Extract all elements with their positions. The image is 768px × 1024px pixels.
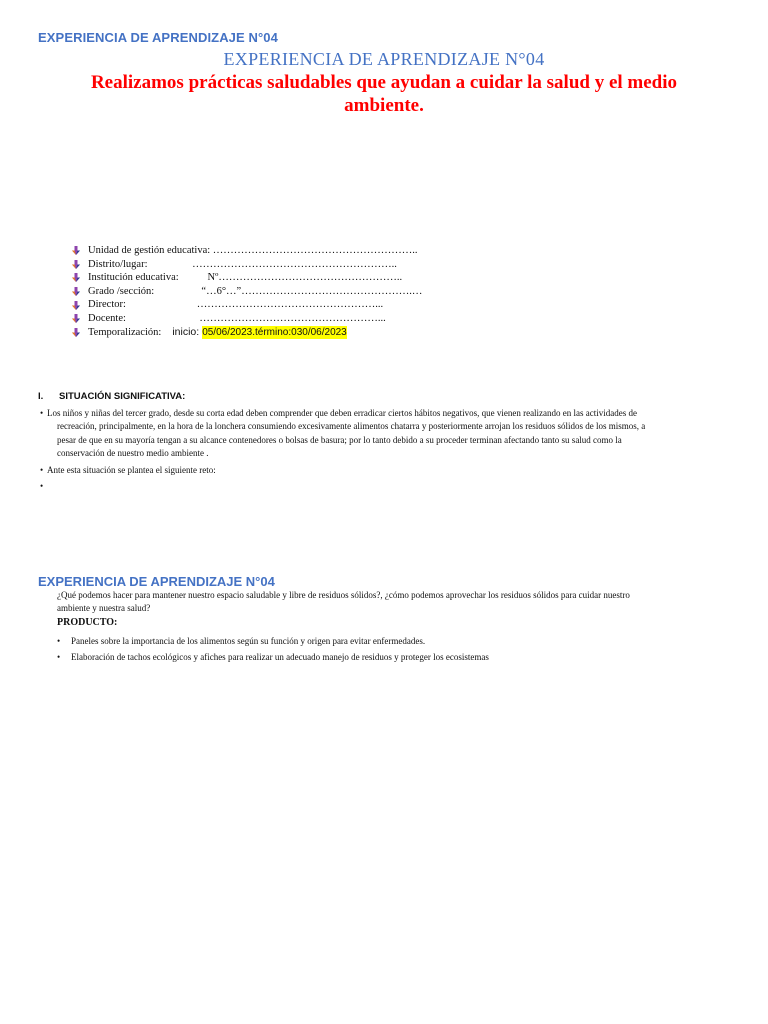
bullet-icon: • bbox=[57, 652, 61, 662]
info-text: Unidad de gestión educativa: ………………………………………………….. bbox=[88, 245, 418, 256]
arrow-bullet-icon bbox=[72, 287, 80, 296]
producto-label: PRODUCTO: bbox=[57, 617, 118, 628]
info-text: Docente: ……………………………………………... bbox=[88, 312, 386, 324]
info-text: Director: ……………………………………………... bbox=[88, 299, 384, 311]
producto-list bbox=[57, 633, 489, 665]
info-item bbox=[72, 258, 422, 272]
info-item bbox=[72, 312, 422, 326]
reto-line bbox=[40, 464, 720, 477]
section-heading bbox=[38, 391, 185, 402]
section-number: I. bbox=[38, 391, 44, 402]
question-line: ambiente y nuestra salud? bbox=[57, 603, 151, 613]
question-line: ¿Qué podemos hacer para mantener nuestro espacio saludable y libre de residuos sólidos?, ¿cómo podemos aprovechar los residuos sólidos para cuidar nuestro bbox=[57, 590, 630, 600]
paragraph-line: conservación de nuestro medio ambiente . bbox=[57, 447, 209, 458]
paragraph-line: pesar de que en su mayoría tengan a su alcance contenedores o bolsas de basura; por lo tanto debido a su proceder terminan afectando tanto su salud como la bbox=[57, 434, 622, 445]
inicio-label: inicio: bbox=[172, 325, 200, 338]
list-item bbox=[57, 633, 489, 649]
arrow-bullet-icon bbox=[72, 246, 80, 255]
situacion-paragraph bbox=[40, 407, 720, 460]
section-header-repeat: EXPERIENCIA DE APRENDIZAJE N°04 bbox=[38, 574, 275, 589]
info-item bbox=[72, 298, 422, 312]
reto-text: Ante esta situación se plantea el siguiente reto: bbox=[47, 465, 216, 475]
arrow-bullet-icon bbox=[72, 260, 80, 269]
arrow-bullet-icon bbox=[72, 328, 80, 337]
arrow-bullet-icon bbox=[72, 301, 80, 310]
subtitle-line-2: ambiente. bbox=[344, 95, 424, 116]
bullet-icon: • bbox=[57, 636, 61, 646]
paragraph-line: Los niños y niñas del tercer grado, desde su corta edad deben comprender que deben erradicar ciertos hábitos negativos, que vienen realizando en las actividades de bbox=[47, 408, 638, 418]
running-header: EXPERIENCIA DE APRENDIZAJE N°04 bbox=[38, 30, 278, 45]
bullet-icon: • bbox=[40, 465, 44, 475]
subtitle-line-1: Realizamos prácticas saludables que ayudan a cuidar la salud y el medio bbox=[90, 72, 678, 93]
info-item bbox=[72, 285, 422, 299]
arrow-bullet-icon bbox=[72, 314, 80, 323]
general-info-list bbox=[72, 244, 422, 339]
list-item-text: Paneles sobre la importancia de los alimentos según su función y origen para evitar enfermedades. bbox=[71, 636, 426, 646]
bullet-icon: • bbox=[40, 481, 44, 491]
info-text: Institución educativa: Nº…………………………………………….. bbox=[88, 272, 403, 284]
list-item-text: Elaboración de tachos ecológicos y afiches para realizar un adecuado manejo de residuos y proteger los ecosistemas bbox=[71, 652, 489, 662]
document-title: EXPERIENCIA DE APRENDIZAJE N°04 bbox=[223, 49, 545, 69]
info-item bbox=[72, 271, 422, 285]
section-title: SITUACIÓN SIGNIFICATIVA: bbox=[59, 391, 186, 402]
list-item bbox=[57, 649, 489, 665]
document-subtitle bbox=[40, 71, 728, 117]
arrow-bullet-icon bbox=[72, 273, 80, 282]
info-item bbox=[72, 244, 422, 258]
info-text: Grado /sección: “…6°…”………………………………………….… bbox=[88, 285, 423, 297]
info-text: Distrito/lugar: ………………………………………………….. bbox=[88, 258, 397, 270]
temporalizacion-dates: 05/06/2023.término:030/06/2023 bbox=[202, 326, 347, 338]
paragraph-line: recreación, principalmente, en la hora de la lonchera consumiendo excesivamente alimentos chatarra y posteriormente arrojan los residuos sólidos de los mismos, a bbox=[57, 421, 646, 432]
reto-question bbox=[57, 589, 717, 615]
empty-bullet-line bbox=[40, 480, 720, 493]
bullet-icon: • bbox=[40, 408, 44, 418]
temporalizacion-label: Temporalización: bbox=[88, 326, 162, 338]
info-item-temporalizacion bbox=[72, 326, 422, 340]
